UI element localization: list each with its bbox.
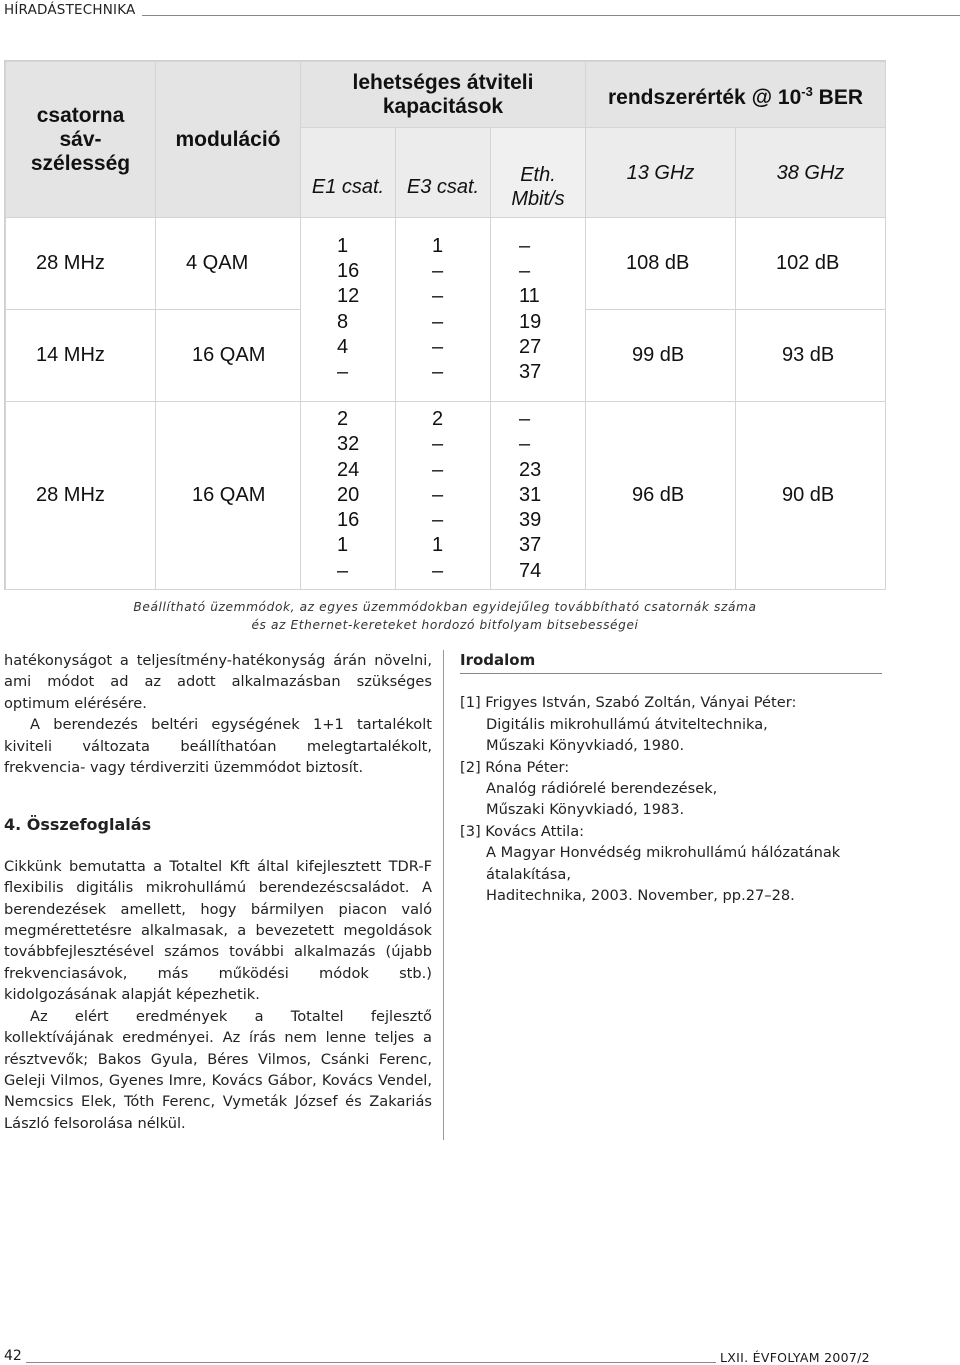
caption-line-1: Beállítható üzemmódok, az egyes üzemmódokban egyidejűleg továbbítható csatornák száma bbox=[133, 600, 757, 614]
left-column bbox=[4, 650, 432, 1134]
row3-13ghz: 96 dB bbox=[586, 402, 736, 590]
row1-bandwidth: 28 MHz bbox=[6, 218, 156, 310]
group1-e1: 1 16 12 8 4 – bbox=[301, 218, 396, 402]
row3-38ghz: 90 dB bbox=[736, 402, 886, 590]
reference-1: [1] Frigyes István, Szabó Zoltán, Ványai Péter: Digitális mikrohullámú átviteltechnika, Műszaki Könyvkiadó, 1980. bbox=[460, 694, 797, 755]
caption-line-2: és az Ethernet-kereteket hordozó bitfolyam bitsebességei bbox=[251, 618, 639, 632]
row2-bandwidth: 14 MHz bbox=[6, 310, 156, 402]
section-title: 4. Összefoglalás bbox=[4, 815, 152, 835]
reference-2: [2] Róna Péter: Analóg rádiórelé berendezések, Műszaki Könyvkiadó, 1983. bbox=[460, 758, 718, 819]
paragraph-4: Az elért eredmények a Totaltel fejlesztő kollektívájának eredményei. Az írás nem lenne teljes a résztvevők; Bakos Gyula, Béres Vilmos, Csánki Ferenc, Geleji Vilmos, Gyenes Imre, Kovács Gábor, Kovács Vendel, Nemcsics Elek, Tóth Ferenc, Vymeták József és Zakariás László felsorolása nélkül. bbox=[4, 1007, 432, 1132]
paragraph-1: hatékonyságot a teljesítmény-hatékonyság árán növelni, ami módot ad az adott alkalmazásban szükséges optimum elérésére. bbox=[4, 652, 432, 712]
references-title: Irodalom bbox=[460, 651, 536, 669]
group2-eth: – – 23 31 39 37 74 bbox=[491, 402, 586, 590]
header-rule bbox=[142, 15, 960, 16]
row1-modulation: 4 QAM bbox=[156, 218, 301, 310]
journal-header: HÍRADÁSTECHNIKA bbox=[4, 2, 136, 18]
column-divider bbox=[443, 650, 444, 1140]
group1-eth: – – 11 19 27 37 bbox=[491, 218, 586, 402]
references-column bbox=[460, 650, 900, 906]
header-modulation: moduláció bbox=[156, 62, 301, 218]
group2-e3: 2 – – – – 1 – bbox=[396, 402, 491, 590]
footer-rule bbox=[26, 1362, 716, 1363]
group1-e3: 1 – – – – – bbox=[396, 218, 491, 402]
row2-modulation: 16 QAM bbox=[156, 310, 301, 402]
header-system-value: rendszerérték @ $10^{-3}$ BER bbox=[586, 62, 886, 128]
row3-modulation: 16 QAM bbox=[156, 402, 301, 590]
group2-e1: 2 32 24 20 16 1 – bbox=[301, 402, 396, 590]
paragraph-2: A berendezés beltéri egységének 1+1 tartalékolt kiviteli változata beállíthatóan melegtartalékolt, frekvencia- vagy térdiverziti üzemmódot biztosít. bbox=[4, 716, 432, 777]
row2-13ghz: 99 dB bbox=[586, 310, 736, 402]
header-capacity: lehetséges átviteli kapacitások bbox=[301, 62, 586, 128]
paragraph-3: Cikkünk bemutatta a Totaltel Kft által kifejlesztett TDR-F flexibilis digitális mikrohullámú berendezéscsaládot. A berendezések amellett, hogy bármilyen piacon való megmérettetésre alkalmasak, a bevezetett megoldások továbbfejlesztésével számos további alkalmazás (újabb frekvenciasávok, más működési módok stb.) kidolgozásának alapját képezhetik. bbox=[4, 857, 432, 1004]
row2-38ghz: 93 dB bbox=[736, 310, 886, 402]
issue-label: LXII. ÉVFOLYAM 2007/2 bbox=[720, 1350, 870, 1365]
header-e3: E3 csat. bbox=[396, 128, 491, 218]
row1-13ghz: 108 dB bbox=[586, 218, 736, 310]
modes-table bbox=[4, 60, 886, 590]
table-caption bbox=[0, 598, 890, 634]
header-e1: E1 csat. bbox=[301, 128, 396, 218]
reference-3: [3] Kovács Attila: A Magyar Honvédség mikrohullámú hálózatának átalakítása, Haditechnika, 2003. November, pp.27–28. bbox=[460, 822, 841, 905]
references-rule bbox=[460, 673, 882, 674]
header-channel-bandwidth: csatorna sáv-szélesség bbox=[6, 62, 156, 218]
header-13ghz: 13 GHz bbox=[586, 128, 736, 218]
header-38ghz: 38 GHz bbox=[736, 128, 886, 218]
row1-38ghz: 102 dB bbox=[736, 218, 886, 310]
row3-bandwidth: 28 MHz bbox=[6, 402, 156, 590]
header-eth: Eth. Mbit/s bbox=[491, 128, 586, 218]
page-number: 42 bbox=[4, 1348, 22, 1364]
